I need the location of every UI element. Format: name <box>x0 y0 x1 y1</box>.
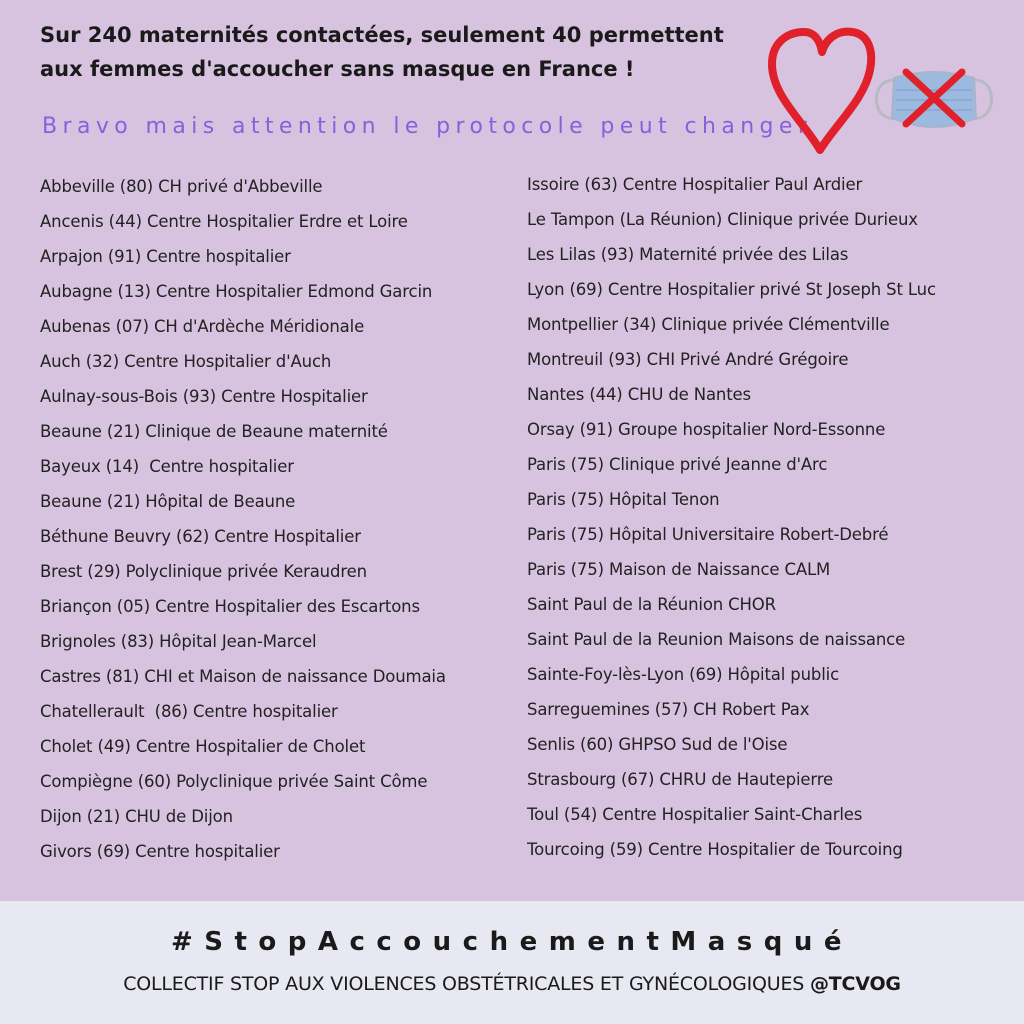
footer-banner <box>0 901 1024 1024</box>
list-item: Compiègne (60) Polyclinique privée Saint Côme <box>40 772 428 791</box>
list-item: Issoire (63) Centre Hospitalier Paul Ardier <box>527 175 863 194</box>
heart-icon <box>764 26 876 154</box>
list-item: Paris (75) Hôpital Tenon <box>527 490 720 509</box>
list-item: Cholet (49) Centre Hospitalier de Cholet <box>40 737 366 756</box>
list-item: Brest (29) Polyclinique privée Keraudren <box>40 562 367 581</box>
maternity-list-left <box>40 169 446 869</box>
list-item: Sainte-Foy-lès-Lyon (69) Hôpital public <box>527 665 840 684</box>
list-item: Ancenis (44) Centre Hospitalier Erdre et Loire <box>40 212 408 231</box>
list-item: Lyon (69) Centre Hospitalier privé St Joseph St Luc <box>527 280 936 299</box>
list-item: Dijon (21) CHU de Dijon <box>40 807 233 826</box>
crossed-mask-icon <box>872 66 996 132</box>
list-item: Les Lilas (93) Maternité privée des Lilas <box>527 245 849 264</box>
list-item: Sarreguemines (57) CH Robert Pax <box>527 700 810 719</box>
list-item: Nantes (44) CHU de Nantes <box>527 385 751 404</box>
collectif-line <box>0 973 1024 995</box>
maternity-list-right <box>527 167 936 867</box>
list-item: Paris (75) Maison de Naissance CALM <box>527 560 831 579</box>
list-item: Brignoles (83) Hôpital Jean-Marcel <box>40 632 317 651</box>
subtitle: Bravo mais attention le protocole peut changer <box>42 114 813 139</box>
list-item: Castres (81) CHI et Maison de naissance Doumaia <box>40 667 446 686</box>
list-item: Orsay (91) Groupe hospitalier Nord-Essonne <box>527 420 886 439</box>
list-item: Givors (69) Centre hospitalier <box>40 842 280 861</box>
list-item: Montreuil (93) CHI Privé André Grégoire <box>527 350 849 369</box>
list-item: Saint Paul de la Reunion Maisons de naissance <box>527 630 906 649</box>
list-item: Briançon (05) Centre Hospitalier des Escartons <box>40 597 420 616</box>
list-item: Aubenas (07) CH d'Ardèche Méridionale <box>40 317 365 336</box>
hashtag: #StopAccouchementMasqué <box>170 927 854 957</box>
list-item: Saint Paul de la Réunion CHOR <box>527 595 776 614</box>
list-item: Abbeville (80) CH privé d'Abbeville <box>40 177 323 196</box>
list-item: Bayeux (14) Centre hospitalier <box>40 457 294 476</box>
headline: Sur 240 maternités contactées, seulement 40 permettent aux femmes d'accoucher sans masque en France ! <box>40 23 724 81</box>
list-item: Strasbourg (67) CHRU de Hautepierre <box>527 770 833 789</box>
list-item: Tourcoing (59) Centre Hospitalier de Tourcoing <box>527 840 903 859</box>
list-item: Béthune Beuvry (62) Centre Hospitalier <box>40 527 361 546</box>
list-item: Montpellier (34) Clinique privée Clémentville <box>527 315 890 334</box>
handle: @TCVOG <box>809 973 901 995</box>
list-item: Beaune (21) Hôpital de Beaune <box>40 492 296 511</box>
list-item: Chatellerault (86) Centre hospitalier <box>40 702 338 721</box>
list-item: Auch (32) Centre Hospitalier d'Auch <box>40 352 332 371</box>
list-item: Paris (75) Hôpital Universitaire Robert-Debré <box>527 525 889 544</box>
list-item: Senlis (60) GHPSO Sud de l'Oise <box>527 735 788 754</box>
collectif-name: COLLECTIF STOP AUX VIOLENCES OBSTÉTRICALES ET GYNÉCOLOGIQUES <box>123 973 810 995</box>
list-item: Aubagne (13) Centre Hospitalier Edmond Garcin <box>40 282 433 301</box>
list-item: Toul (54) Centre Hospitalier Saint-Charles <box>527 805 863 824</box>
list-item: Le Tampon (La Réunion) Clinique privée Durieux <box>527 210 918 229</box>
list-item: Beaune (21) Clinique de Beaune maternité <box>40 422 388 441</box>
list-item: Aulnay-sous-Bois (93) Centre Hospitalier <box>40 387 368 406</box>
list-item: Paris (75) Clinique privé Jeanne d'Arc <box>527 455 828 474</box>
list-item: Arpajon (91) Centre hospitalier <box>40 247 291 266</box>
